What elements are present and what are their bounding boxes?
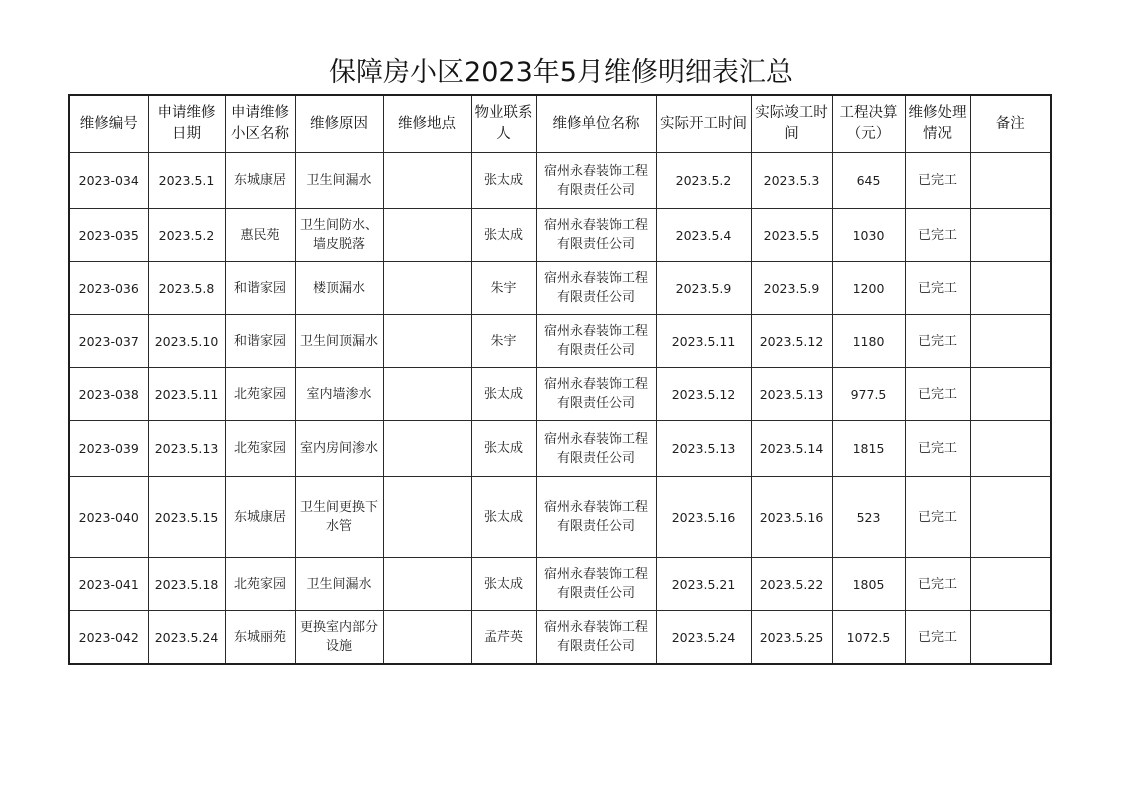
- cell-repair-id: 2023-035: [69, 209, 148, 262]
- cell-apply-date: 2023.5.1: [148, 153, 225, 209]
- cell-location: [383, 477, 471, 558]
- cell-apply-date: 2023.5.2: [148, 209, 225, 262]
- cell-apply-date: 2023.5.24: [148, 611, 225, 665]
- cell-start-time: 2023.5.9: [656, 262, 751, 315]
- cell-community: 和谐家园: [225, 315, 295, 368]
- cell-cost: 1072.5: [832, 611, 905, 665]
- cell-repair-id: 2023-040: [69, 477, 148, 558]
- table-row: [69, 262, 1051, 315]
- cell-community: 东城丽苑: [225, 611, 295, 665]
- cell-apply-date: 2023.5.15: [148, 477, 225, 558]
- cell-status: 已完工: [905, 209, 970, 262]
- cell-note: [970, 368, 1051, 421]
- header-note: 备注: [970, 95, 1051, 153]
- cell-contact: 朱宇: [471, 262, 536, 315]
- cell-note: [970, 477, 1051, 558]
- header-community: 申请维修小区名称: [225, 95, 295, 153]
- cell-end-time: 2023.5.9: [751, 262, 832, 315]
- header-start-time: 实际开工时间: [656, 95, 751, 153]
- cell-unit: 宿州永春装饰工程有限责任公司: [536, 368, 656, 421]
- header-status: 维修处理情况: [905, 95, 970, 153]
- cell-community: 东城康居: [225, 477, 295, 558]
- cell-reason: 室内墙渗水: [295, 368, 383, 421]
- cell-end-time: 2023.5.14: [751, 421, 832, 477]
- cell-repair-id: 2023-042: [69, 611, 148, 665]
- cell-end-time: 2023.5.3: [751, 153, 832, 209]
- cell-cost: 1815: [832, 421, 905, 477]
- header-apply-date: 申请维修日期: [148, 95, 225, 153]
- cell-start-time: 2023.5.16: [656, 477, 751, 558]
- header-repair-id: 维修编号: [69, 95, 148, 153]
- cell-cost: 523: [832, 477, 905, 558]
- cell-unit: 宿州永春装饰工程有限责任公司: [536, 558, 656, 611]
- table-row: [69, 558, 1051, 611]
- cell-repair-id: 2023-038: [69, 368, 148, 421]
- repair-detail-table: [68, 94, 1052, 665]
- cell-note: [970, 611, 1051, 665]
- cell-location: [383, 262, 471, 315]
- cell-status: 已完工: [905, 611, 970, 665]
- cell-community: 北苑家园: [225, 558, 295, 611]
- cell-end-time: 2023.5.25: [751, 611, 832, 665]
- cell-start-time: 2023.5.2: [656, 153, 751, 209]
- cell-status: 已完工: [905, 477, 970, 558]
- cell-repair-id: 2023-041: [69, 558, 148, 611]
- cell-note: [970, 421, 1051, 477]
- cell-cost: 1030: [832, 209, 905, 262]
- cell-end-time: 2023.5.16: [751, 477, 832, 558]
- cell-note: [970, 315, 1051, 368]
- cell-reason: 室内房间渗水: [295, 421, 383, 477]
- cell-community: 和谐家园: [225, 262, 295, 315]
- cell-unit: 宿州永春装饰工程有限责任公司: [536, 209, 656, 262]
- cell-note: [970, 209, 1051, 262]
- cell-start-time: 2023.5.12: [656, 368, 751, 421]
- cell-reason: 卫生间更换下水管: [295, 477, 383, 558]
- cell-location: [383, 368, 471, 421]
- cell-cost: 1180: [832, 315, 905, 368]
- header-end-time: 实际竣工时间: [751, 95, 832, 153]
- table-row: [69, 421, 1051, 477]
- table-row: [69, 209, 1051, 262]
- cell-contact: 张太成: [471, 368, 536, 421]
- table-row: [69, 153, 1051, 209]
- cell-contact: 张太成: [471, 153, 536, 209]
- cell-reason: 卫生间漏水: [295, 153, 383, 209]
- cell-status: 已完工: [905, 558, 970, 611]
- header-contact: 物业联系人: [471, 95, 536, 153]
- cell-contact: 张太成: [471, 477, 536, 558]
- cell-note: [970, 262, 1051, 315]
- cell-unit: 宿州永春装饰工程有限责任公司: [536, 477, 656, 558]
- cell-apply-date: 2023.5.13: [148, 421, 225, 477]
- cell-unit: 宿州永春装饰工程有限责任公司: [536, 262, 656, 315]
- cell-contact: 张太成: [471, 558, 536, 611]
- cell-reason: 楼顶漏水: [295, 262, 383, 315]
- cell-community: 东城康居: [225, 153, 295, 209]
- cell-repair-id: 2023-039: [69, 421, 148, 477]
- cell-end-time: 2023.5.12: [751, 315, 832, 368]
- cell-end-time: 2023.5.5: [751, 209, 832, 262]
- cell-start-time: 2023.5.21: [656, 558, 751, 611]
- cell-contact: 朱宇: [471, 315, 536, 368]
- cell-repair-id: 2023-036: [69, 262, 148, 315]
- cell-reason: 卫生间漏水: [295, 558, 383, 611]
- cell-cost: 645: [832, 153, 905, 209]
- table-row: [69, 477, 1051, 558]
- cell-start-time: 2023.5.4: [656, 209, 751, 262]
- cell-start-time: 2023.5.24: [656, 611, 751, 665]
- page-title: 保障房小区2023年5月维修明细表汇总: [329, 57, 793, 88]
- cell-start-time: 2023.5.11: [656, 315, 751, 368]
- cell-end-time: 2023.5.22: [751, 558, 832, 611]
- cell-community: 北苑家园: [225, 368, 295, 421]
- cell-apply-date: 2023.5.10: [148, 315, 225, 368]
- cell-repair-id: 2023-037: [69, 315, 148, 368]
- header-unit: 维修单位名称: [536, 95, 656, 153]
- header-cost: 工程决算（元）: [832, 95, 905, 153]
- cell-cost: 1805: [832, 558, 905, 611]
- cell-reason: 卫生间顶漏水: [295, 315, 383, 368]
- cell-contact: 孟芹英: [471, 611, 536, 665]
- cell-end-time: 2023.5.13: [751, 368, 832, 421]
- cell-community: 北苑家园: [225, 421, 295, 477]
- cell-unit: 宿州永春装饰工程有限责任公司: [536, 153, 656, 209]
- table-row: [69, 315, 1051, 368]
- cell-apply-date: 2023.5.8: [148, 262, 225, 315]
- cell-apply-date: 2023.5.18: [148, 558, 225, 611]
- cell-repair-id: 2023-034: [69, 153, 148, 209]
- cell-contact: 张太成: [471, 209, 536, 262]
- cell-location: [383, 611, 471, 665]
- table-header-row: [69, 95, 1051, 153]
- cell-apply-date: 2023.5.11: [148, 368, 225, 421]
- header-location: 维修地点: [383, 95, 471, 153]
- cell-note: [970, 153, 1051, 209]
- cell-reason: 更换室内部分设施: [295, 611, 383, 665]
- table-row: [69, 368, 1051, 421]
- cell-community: 惠民苑: [225, 209, 295, 262]
- cell-location: [383, 421, 471, 477]
- cell-note: [970, 558, 1051, 611]
- table-row: [69, 611, 1051, 665]
- cell-status: 已完工: [905, 368, 970, 421]
- cell-location: [383, 153, 471, 209]
- cell-unit: 宿州永春装饰工程有限责任公司: [536, 315, 656, 368]
- cell-unit: 宿州永春装饰工程有限责任公司: [536, 611, 656, 665]
- cell-reason: 卫生间防水、墙皮脱落: [295, 209, 383, 262]
- cell-location: [383, 315, 471, 368]
- cell-status: 已完工: [905, 262, 970, 315]
- cell-contact: 张太成: [471, 421, 536, 477]
- cell-status: 已完工: [905, 421, 970, 477]
- cell-cost: 1200: [832, 262, 905, 315]
- cell-location: [383, 558, 471, 611]
- cell-cost: 977.5: [832, 368, 905, 421]
- cell-unit: 宿州永春装饰工程有限责任公司: [536, 421, 656, 477]
- cell-location: [383, 209, 471, 262]
- cell-start-time: 2023.5.13: [656, 421, 751, 477]
- header-reason: 维修原因: [295, 95, 383, 153]
- cell-status: 已完工: [905, 315, 970, 368]
- cell-status: 已完工: [905, 153, 970, 209]
